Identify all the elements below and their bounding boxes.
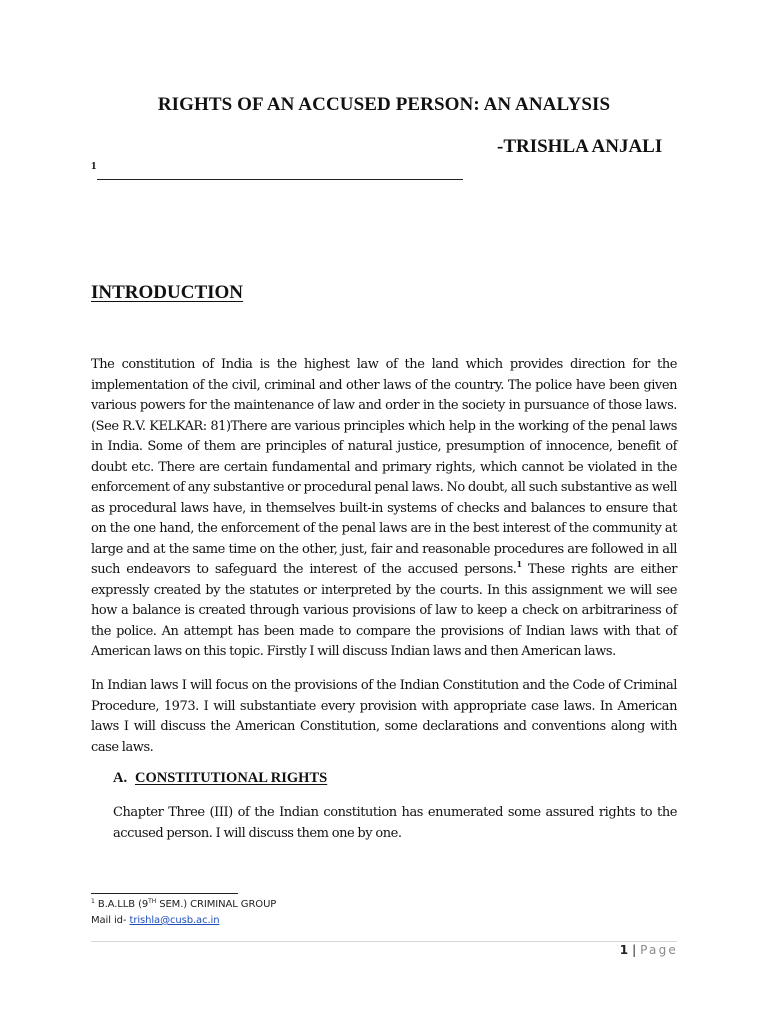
footnote-mail — [91, 915, 219, 926]
introduction-paragraph-2: In Indian laws I will focus on the provisions of the Indian Constitution and the Code of Criminal Procedure, 1973. I will substantiate every provision with appropriate case laws. In American laws I will discuss the American Constitution, some declarations and conventions along with case laws. — [91, 678, 677, 755]
section-a-number: A. — [113, 770, 128, 786]
document-title: RIGHTS OF AN ACCUSED PERSON: AN ANALYSIS — [157, 94, 611, 115]
page-separator: | — [632, 943, 637, 957]
introduction-paragraph-1 — [91, 355, 677, 663]
footnote-separator — [91, 893, 238, 894]
footnote-reference[interactable]: 1 — [516, 559, 522, 569]
footnote-1-text-start: B.A.LLB (9 — [97, 899, 149, 910]
footnote-1-text-end: SEM.) CRIMINAL GROUP — [156, 899, 277, 910]
page-label: Page — [640, 943, 678, 957]
page-number: 1 — [619, 943, 629, 957]
author-name: -TRISHLA ANJALI — [497, 136, 663, 157]
paragraph-1-text-end: These rights are either expressly created by the statutes or interpreted by the courts. In this assignment we will see how a balance is created through various provisions of law to keep a check on arbitrariness of the police. An attempt has been made to compare the provisions of Indian laws with that of American laws on this topic. Firstly I will discuss Indian laws and then American laws. — [91, 562, 677, 659]
page-footer — [620, 943, 678, 957]
footnote-1-marker: 1 — [91, 898, 95, 905]
section-a-heading — [113, 770, 327, 787]
footnote-1 — [91, 899, 276, 910]
section-a-paragraph: Chapter Three (III) of the Indian constitution has enumerated some assured rights to the accused person. I will discuss them one by one. — [113, 805, 677, 841]
title-rule — [97, 179, 463, 180]
footer-rule — [91, 941, 677, 942]
mail-label: Mail id- — [91, 915, 130, 926]
section-a-title: CONSTITUTIONAL RIGHTS — [135, 770, 328, 786]
footnote-1-superscript: TH — [148, 898, 157, 905]
introduction-heading: INTRODUCTION — [91, 282, 244, 303]
mail-link[interactable]: trishla@cusb.ac.in — [129, 915, 220, 926]
top-footnote-marker: 1 — [91, 160, 97, 172]
paragraph-1-text-start: The constitution of India is the highest law of the land which provides direction for the implementation of the civil, criminal and other laws of the country. The police have been given various powers for the maintenance of law and order in the society in pursuance of those laws. (See R.V. KELKAR: 81)There are various principles which help in the working of the penal laws in India. Some of them are principles of natural justice, presumption of innocence, benefit of doubt etc. There are certain fundamental and primary rights, which cannot be violated in the enforcement of any substantive or procedural penal laws. No doubt, all such substantive as well as procedural laws have, in themselves built-in systems of checks and balances to ensure that on the one hand, the enforcement of the penal laws are in the best interest of the community at large and at the same time on the other, just, fair and reasonable procedures are followed in all such endeavors to safeguard the interest of the accused persons. — [91, 357, 677, 577]
